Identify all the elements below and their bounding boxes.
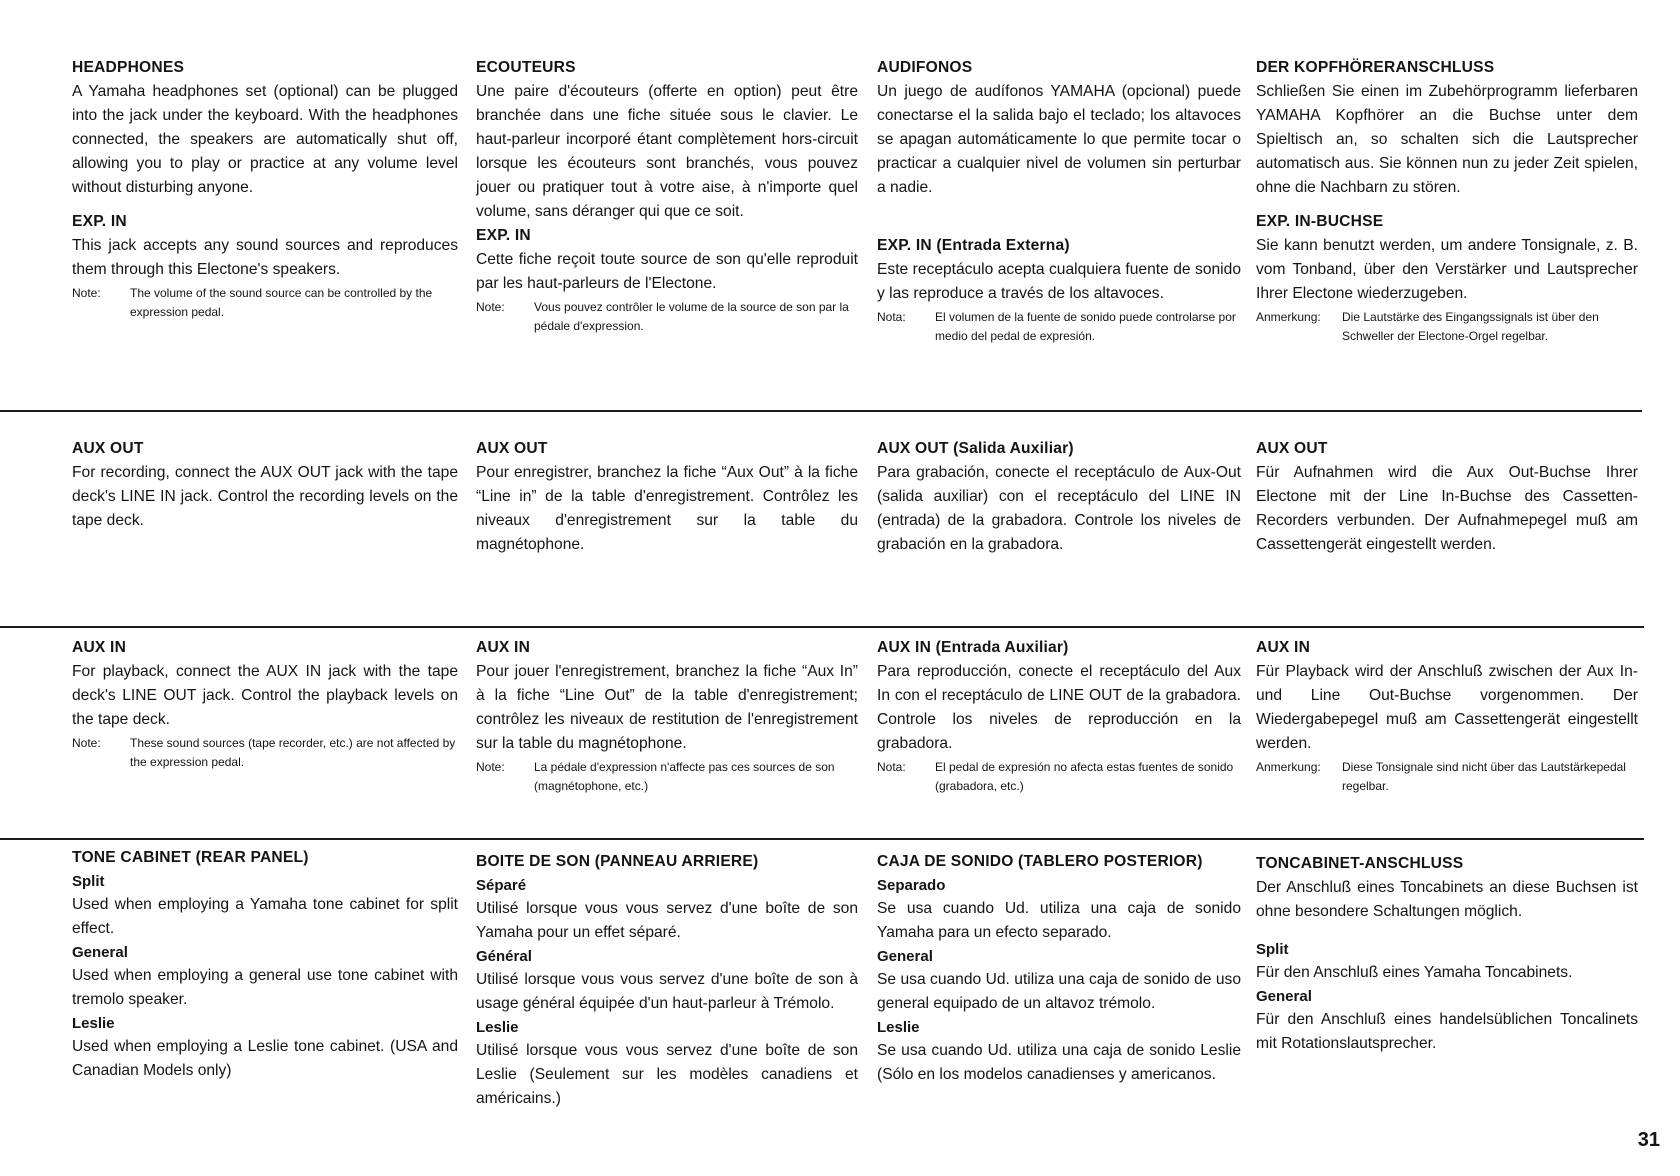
section-text: For recording, connect the AUX OUT jack with the tape deck's LINE IN jack. Control the recording levels on the tape deck.: [72, 464, 458, 529]
note: [877, 308, 1241, 346]
section-text: Se usa cuando Ud. utiliza una caja de sonido Leslie (Sólo en los modelos canadienses y americanos.: [877, 1042, 1241, 1083]
note-label: Note:: [476, 760, 505, 774]
note-text: The volume of the sound source can be controlled by the expression pedal.: [130, 286, 433, 319]
aux-in-section-fr: [476, 636, 858, 796]
section-heading: BOITE DE SON (PANNEAU ARRIERE): [476, 853, 759, 870]
section-heading: TONE CABINET (REAR PANEL): [72, 849, 309, 866]
sub-heading: Séparé: [476, 877, 527, 894]
note-label: Note:: [72, 736, 101, 750]
section-heading: CAJA DE SONIDO (TABLERO POSTERIOR): [877, 853, 1203, 870]
sub-heading: EXP. IN: [72, 213, 127, 230]
note-text: La pédale d'expression n'affecte pas ces sources de son (magnétophone, etc.): [534, 760, 835, 793]
note-label: Nota:: [877, 310, 906, 324]
section-heading: AUX OUT: [1256, 440, 1328, 457]
note: [1256, 308, 1638, 346]
section-heading: AUX OUT (Salida Auxiliar): [877, 440, 1074, 457]
sub-heading: Split: [1256, 941, 1289, 958]
note: [72, 284, 458, 322]
section-text: Une paire d'écouteurs (offerte en option) peut être branchée dans une fiche située sous le clavier. Le haut-parleur incorporé étant complètement hors-circuit lorsque les écouteurs sont branchés, vous pouvez jouer ou pratiquer tout à votre aise, à n'importe quel volume, sans déranger qui que ce soit.: [476, 83, 858, 220]
note-label: Note:: [72, 286, 101, 300]
section-heading: AUX IN: [1256, 639, 1311, 656]
section-heading: AUX OUT: [476, 440, 548, 457]
section-text: Pour enregistrer, branchez la fiche “Aux Out” à la fiche “Line in” de la table d'enregistrement. Contrôlez les niveaux d'enregistrement sur la table du magnétophone.: [476, 464, 858, 553]
sub-heading: General: [1256, 988, 1312, 1005]
section-text: A Yamaha headphones set (optional) can be plugged into the jack under the keyboard. With the headphones connected, the speakers are automatically shut off, allowing you to play or practice at any volume level without disturbing anyone.: [72, 83, 458, 196]
section-text: Für Aufnahmen wird die Aux Out-Buchse Ihrer Electone mit der Line In-Buchse des Cassetten-Recorders verbunden. Der Aufnahmepegel muß am Cassettengerät eingestellt werden.: [1256, 464, 1638, 553]
headphones-section-es: [877, 56, 1241, 346]
section-heading: ECOUTEURS: [476, 59, 576, 76]
section-text: Der Anschluß eines Toncabinets an diese Buchsen ist ohne besondere Schaltungen möglich.: [1256, 879, 1638, 920]
section-text: Utilisé lorsque vous vous servez d'une boîte de son Yamaha pour un effet séparé.: [476, 900, 858, 941]
note: [72, 734, 458, 772]
section-text: Sie kann benutzt werden, um andere Tonsignale, z. B. vom Tonband, über den Verstärker und Lautsprecher Ihrer Electone wiederzugeben.: [1256, 237, 1638, 302]
section-heading: AUX IN: [476, 639, 531, 656]
note-label: Anmerkung:: [1256, 310, 1321, 324]
section-text: This jack accepts any sound sources and reproduces them through this Electone's speakers.: [72, 237, 458, 278]
section-text: For playback, connect the AUX IN jack with the tape deck's LINE OUT jack. Control the playback levels on the tape deck.: [72, 663, 458, 728]
section-text: Utilisé lorsque vous vous servez d'une boîte de son Leslie (Seulement sur les modèles canadiens et américains.): [476, 1042, 858, 1107]
section-text: Se usa cuando Ud. utiliza una caja de sonido de uso general equipado de un altavoz trémolo.: [877, 971, 1241, 1012]
aux-in-section-es: [877, 636, 1241, 796]
sub-heading: Général: [476, 948, 532, 965]
section-text: Für den Anschluß eines handelsüblichen Toncalinets mit Rotationslautsprecher.: [1256, 1011, 1638, 1052]
note: [877, 758, 1241, 796]
sub-heading: EXP. IN: [476, 227, 531, 244]
section-text: Used when employing a Yamaha tone cabinet for split effect.: [72, 896, 458, 937]
section-heading: AUX IN (Entrada Auxiliar): [877, 639, 1069, 656]
section-text: Utilisé lorsque vous vous servez d'une boîte de son à usage général équipée d'un haut-parleur à Trémolo.: [476, 971, 858, 1012]
note-text: These sound sources (tape recorder, etc.) are not affected by the expression pedal.: [130, 736, 456, 769]
tone-cabinet-section-de: [1256, 852, 1638, 1056]
headphones-section-fr: [476, 56, 858, 336]
note-label: Anmerkung:: [1256, 760, 1321, 774]
sub-heading: General: [877, 948, 933, 965]
section-heading: TONCABINET-ANSCHLUSS: [1256, 855, 1464, 872]
note-label: Note:: [476, 300, 505, 314]
sub-heading: EXP. IN-BUCHSE: [1256, 213, 1384, 230]
section-divider: [0, 626, 1644, 628]
section-heading: DER KOPFHÖRERANSCHLUSS: [1256, 59, 1495, 76]
section-text: Un juego de audífonos YAMAHA (opcional) puede conectarse el la salida bajo el teclado; los altavoces se apagan automáticamente lo que permite tocar o practicar a cualquier nivel de volumen sin perturbar a nadie.: [877, 83, 1241, 196]
sub-heading: Leslie: [72, 1015, 115, 1032]
aux-in-section-de: [1256, 636, 1638, 796]
tone-cabinet-section-es: [877, 850, 1241, 1087]
aux-out-section-de: [1256, 437, 1638, 557]
note: [476, 298, 858, 336]
note-text: Die Lautstärke des Eingangssignals ist über den Schweller der Electone-Orgel regelbar.: [1342, 310, 1599, 343]
sub-heading: General: [72, 944, 128, 961]
note: [476, 758, 858, 796]
section-text: Für Playback wird der Anschluß zwischen der Aux In- und Line Out-Buchse vorgenommen. Der Wiedergabepegel muß am Cassettengerät eingestellt werden.: [1256, 663, 1638, 752]
section-heading: AUX IN: [72, 639, 127, 656]
sub-heading: Leslie: [877, 1019, 920, 1036]
section-text: Schließen Sie einen im Zubehörprogramm lieferbaren YAMAHA Kopfhörer an die Buchse unter dem Spieltisch an, so schalten sich die Lautsprecher automatisch aus. Sie können nun zu jeder Zeit spielen, ohne die Nachbarn zu stören.: [1256, 83, 1638, 196]
note: [1256, 758, 1638, 796]
section-heading: AUX OUT: [72, 440, 144, 457]
section-text: Para grabación, conecte el receptáculo de Aux-Out (salida auxiliar) con el receptáculo del LINE IN (entrada) de la grabadora. Controle los niveles de grabación en la grabadora.: [877, 464, 1241, 553]
section-text: Für den Anschluß eines Yamaha Toncabinets.: [1256, 964, 1573, 981]
note-text: El pedal de expresión no afecta estas fuentes de sonido (grabadora, etc.): [935, 760, 1234, 793]
section-divider: [0, 410, 1642, 412]
sub-heading: Leslie: [476, 1019, 519, 1036]
sub-heading: EXP. IN (Entrada Externa): [877, 237, 1070, 254]
aux-out-section-fr: [476, 437, 858, 557]
section-text: Este receptáculo acepta cualquiera fuente de sonido y las reproduce a través de los altavoces.: [877, 261, 1241, 302]
section-text: Se usa cuando Ud. utiliza una caja de sonido Yamaha para un efecto separado.: [877, 900, 1241, 941]
aux-in-section-en: [72, 636, 458, 772]
section-divider: [0, 838, 1644, 840]
section-text: Used when employing a general use tone cabinet with tremolo speaker.: [72, 967, 458, 1008]
headphones-section-en: [72, 56, 458, 322]
sub-heading: Separado: [877, 877, 946, 894]
note-text: Diese Tonsignale sind nicht über das Lautstärkepedal regelbar.: [1342, 760, 1626, 793]
note-text: El volumen de la fuente de sonido puede controlarse por medio del pedal de expresión.: [935, 310, 1236, 343]
page-number: 31: [1637, 1129, 1660, 1151]
sub-heading: Split: [72, 873, 105, 890]
section-text: Pour jouer l'enregistrement, branchez la fiche “Aux In” à la fiche “Line Out” de la table d'enregistrement; contrôlez les niveaux de restitution de l'enregistrement sur la table du magnétophone.: [476, 663, 858, 752]
note-label: Nota:: [877, 760, 906, 774]
headphones-section-de: [1256, 56, 1638, 346]
section-text: Cette fiche reçoit toute source de son qu'elle reproduit par les haut-parleurs de l'Electone.: [476, 251, 858, 292]
tone-cabinet-section-fr: [476, 850, 858, 1111]
section-heading: AUDIFONOS: [877, 59, 973, 76]
section-text: Used when employing a Leslie tone cabinet. (USA and Canadian Models only): [72, 1038, 458, 1079]
section-text: Para reproducción, conecte el receptáculo del Aux In con el receptáculo de LINE OUT de la grabadora. Controle los niveles de reproducción en la grabadora.: [877, 663, 1241, 752]
aux-out-section-en: [72, 437, 458, 533]
section-heading: HEADPHONES: [72, 59, 185, 76]
aux-out-section-es: [877, 437, 1241, 557]
tone-cabinet-section-en: [72, 846, 458, 1083]
note-text: Vous pouvez contrôler le volume de la source de son par la pédale d'expression.: [534, 300, 849, 333]
